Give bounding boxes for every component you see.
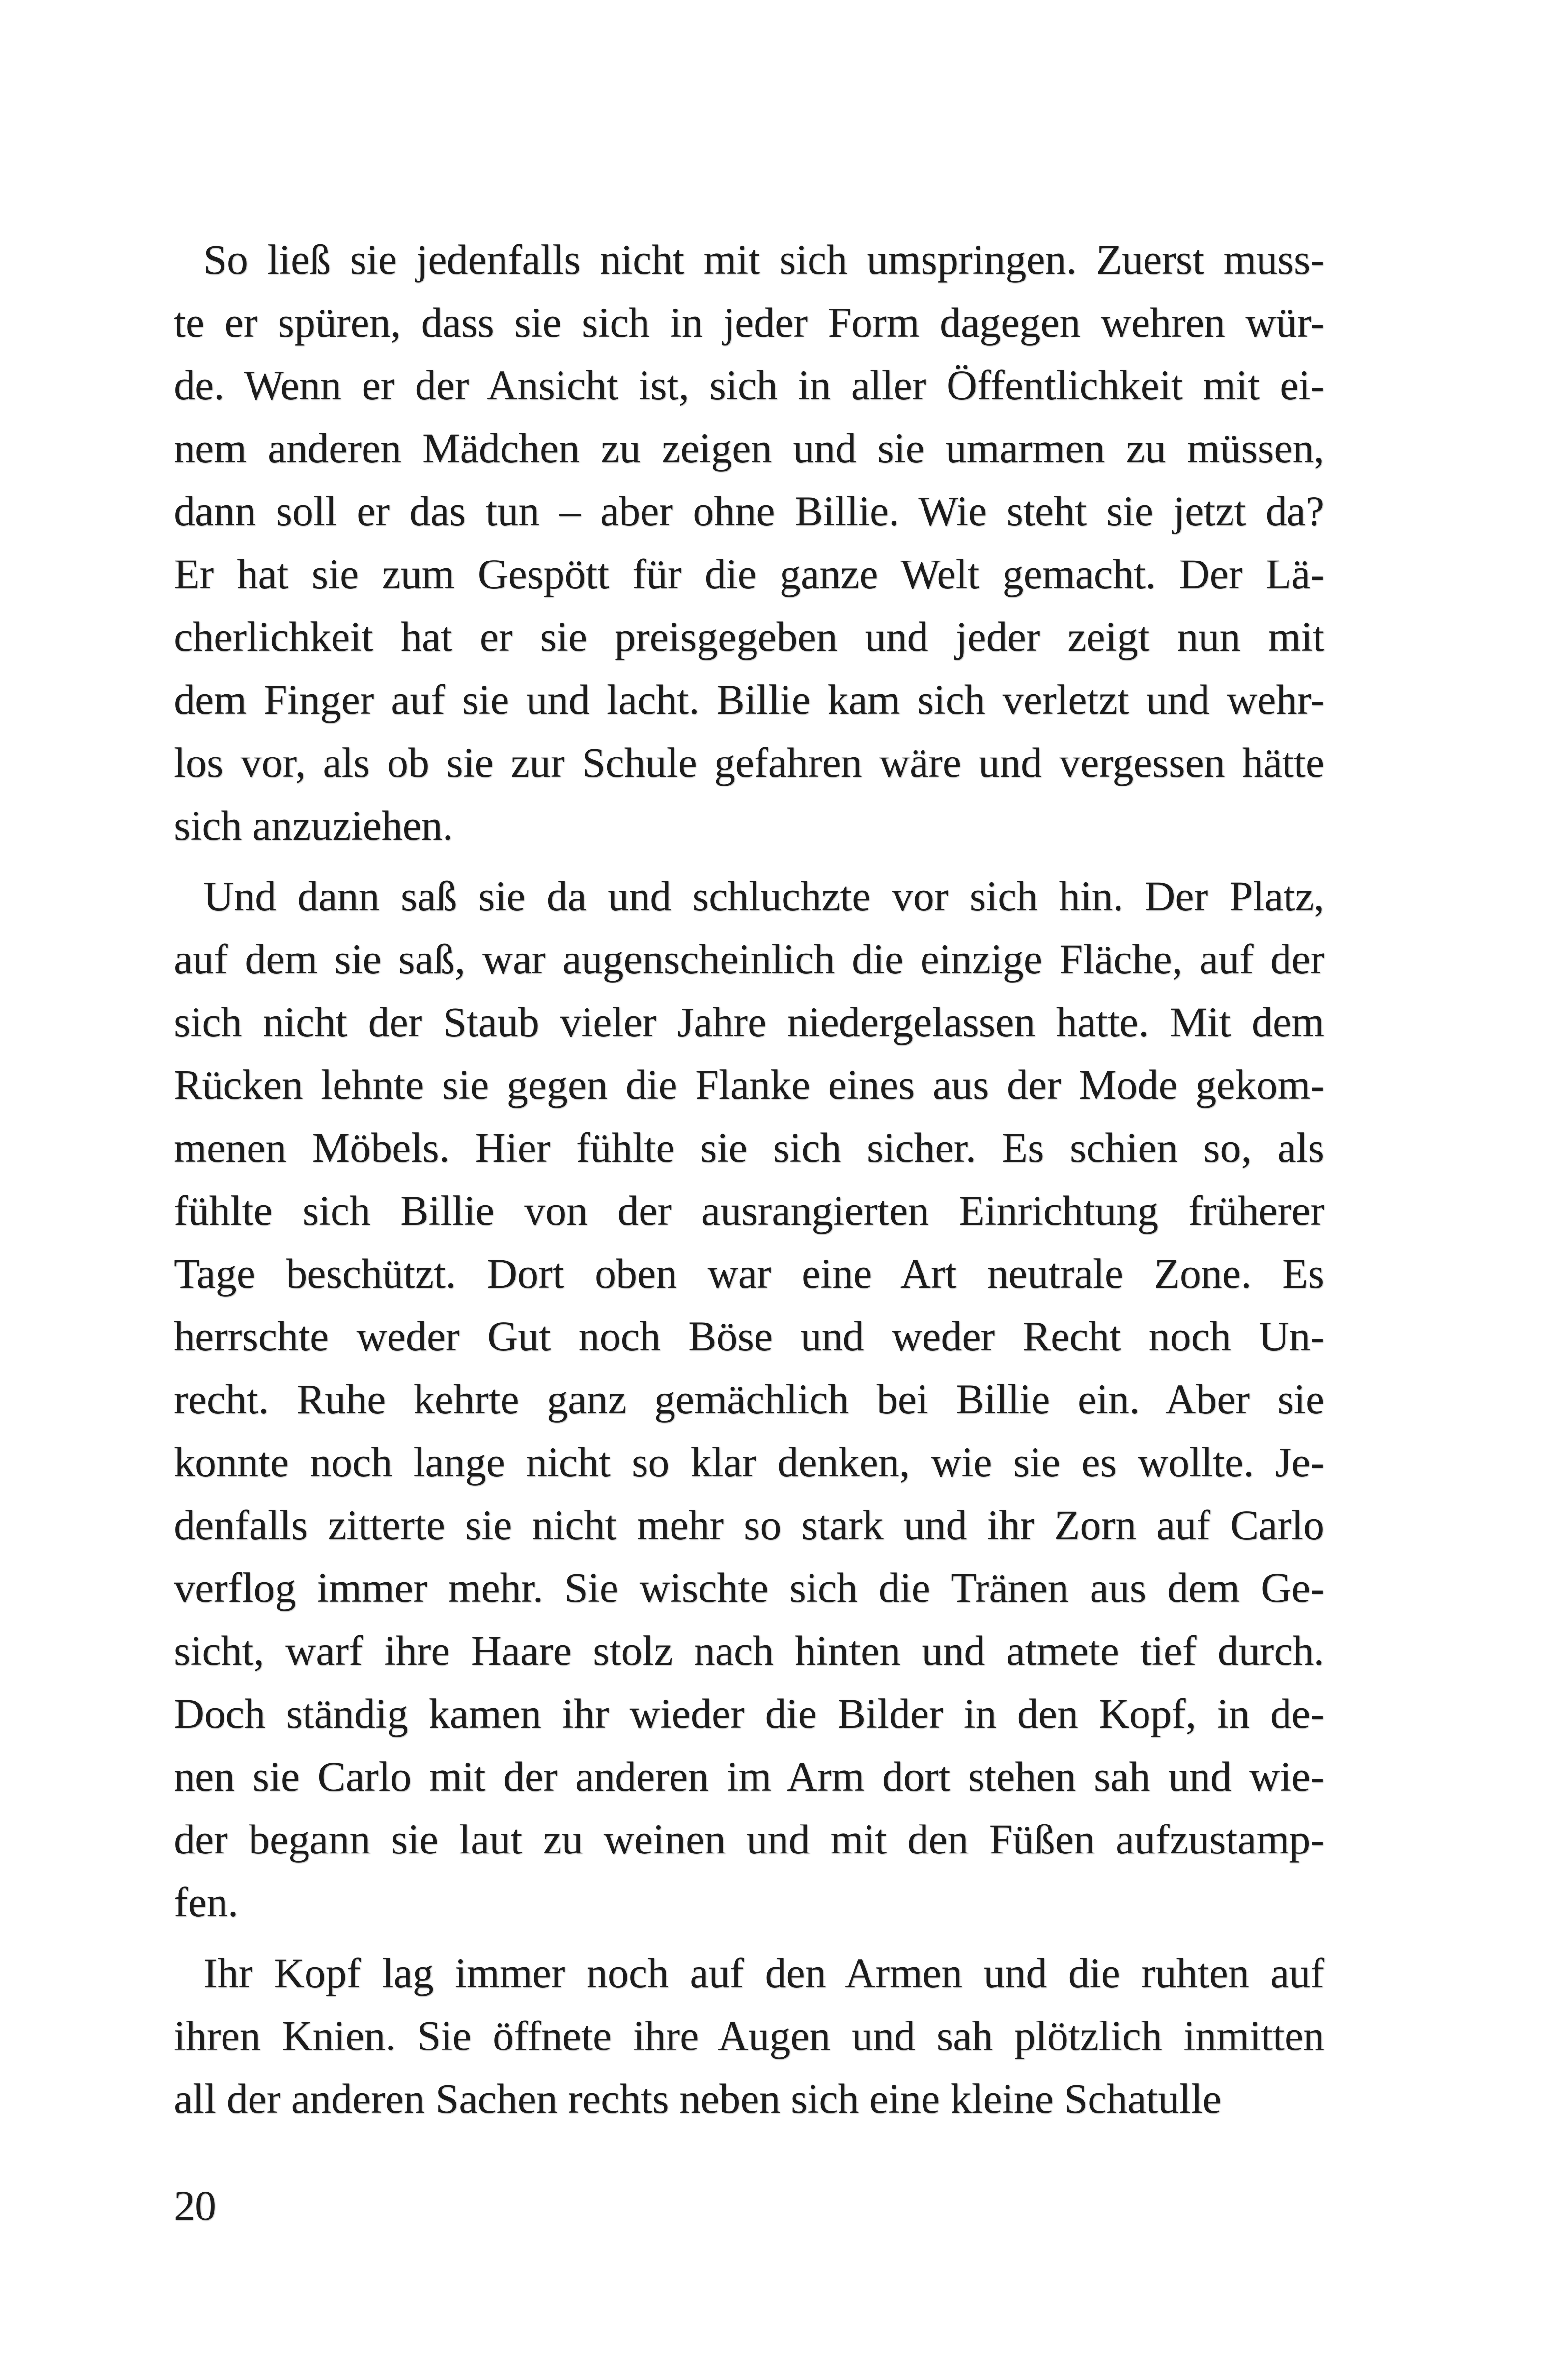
text-line: So ließ sie jedenfalls nicht mit sich umspringen. Zuerst muss-	[203, 236, 1324, 283]
text-line: denfalls zitterte sie nicht mehr so stark und ihr Zorn auf Carlo	[174, 1501, 1324, 1548]
text-line: der begann sie laut zu weinen und mit den Füßen aufzustamp-	[174, 1816, 1324, 1863]
text-line: sich nicht der Staub vieler Jahre niedergelassen hatte. Mit dem	[174, 998, 1324, 1045]
text-line: los vor, als ob sie zur Schule gefahren wäre und vergessen hätte	[174, 739, 1324, 786]
text-line: dann soll er das tun – aber ohne Billie. Wie steht sie jetzt da?	[174, 487, 1324, 534]
page-number: 20	[174, 2182, 216, 2229]
paragraph	[174, 865, 1324, 1934]
text-line: cherlichkeit hat er sie preisgegeben und jeder zeigt nun mit	[174, 613, 1324, 660]
text-line: sicht, warf ihre Haare stolz nach hinten und atmete tief durch.	[174, 1627, 1324, 1674]
paragraph	[174, 1941, 1324, 2130]
text-line: Ihr Kopf lag immer noch auf den Armen und die ruhten auf	[203, 1949, 1324, 1996]
text-line: auf dem sie saß, war augenscheinlich die einzige Fläche, auf der	[174, 935, 1324, 982]
paragraph	[174, 228, 1324, 857]
text-line: nen sie Carlo mit der anderen im Arm dort stehen sah und wie-	[174, 1753, 1324, 1800]
text-line: Tage beschützt. Dort oben war eine Art neutrale Zone. Es	[174, 1250, 1324, 1297]
text-line: Rücken lehnte sie gegen die Flanke eines aus der Mode gekom-	[174, 1061, 1324, 1108]
text-line: all der anderen Sachen rechts neben sich eine kleine Schatulle	[174, 2075, 1222, 2122]
text-line: herrschte weder Gut noch Böse und weder Recht noch Un-	[174, 1313, 1324, 1360]
body-text	[174, 228, 1324, 2138]
text-line: Er hat sie zum Gespött für die ganze Welt gemacht. Der Lä-	[174, 550, 1324, 597]
text-line: Doch ständig kamen ihr wieder die Bilder in den Kopf, in de-	[174, 1690, 1324, 1737]
text-line: verflog immer mehr. Sie wischte sich die Tränen aus dem Ge-	[174, 1564, 1324, 1611]
text-line: recht. Ruhe kehrte ganz gemächlich bei Billie ein. Aber sie	[174, 1376, 1324, 1423]
text-line: nem anderen Mädchen zu zeigen und sie umarmen zu müssen,	[174, 424, 1324, 472]
text-line: Und dann saß sie da und schluchzte vor sich hin. Der Platz,	[203, 872, 1324, 920]
text-line: menen Möbels. Hier fühlte sie sich sicher. Es schien so, als	[174, 1124, 1324, 1171]
text-line: sich anzuziehen.	[174, 802, 453, 849]
text-line: dem Finger auf sie und lacht. Billie kam sich verletzt und wehr-	[174, 676, 1324, 723]
text-line: fen.	[174, 1879, 239, 1926]
text-line: konnte noch lange nicht so klar denken, wie sie es wollte. Je-	[174, 1438, 1324, 1486]
text-line: fühlte sich Billie von der ausrangierten Einrichtung früherer	[174, 1187, 1324, 1234]
text-line: de. Wenn er der Ansicht ist, sich in aller Öffentlichkeit mit ei-	[174, 362, 1324, 409]
text-line: ihren Knien. Sie öffnete ihre Augen und sah plötzlich inmitten	[174, 2012, 1324, 2059]
text-line: te er spüren, dass sie sich in jeder Form dagegen wehren wür-	[174, 299, 1324, 346]
